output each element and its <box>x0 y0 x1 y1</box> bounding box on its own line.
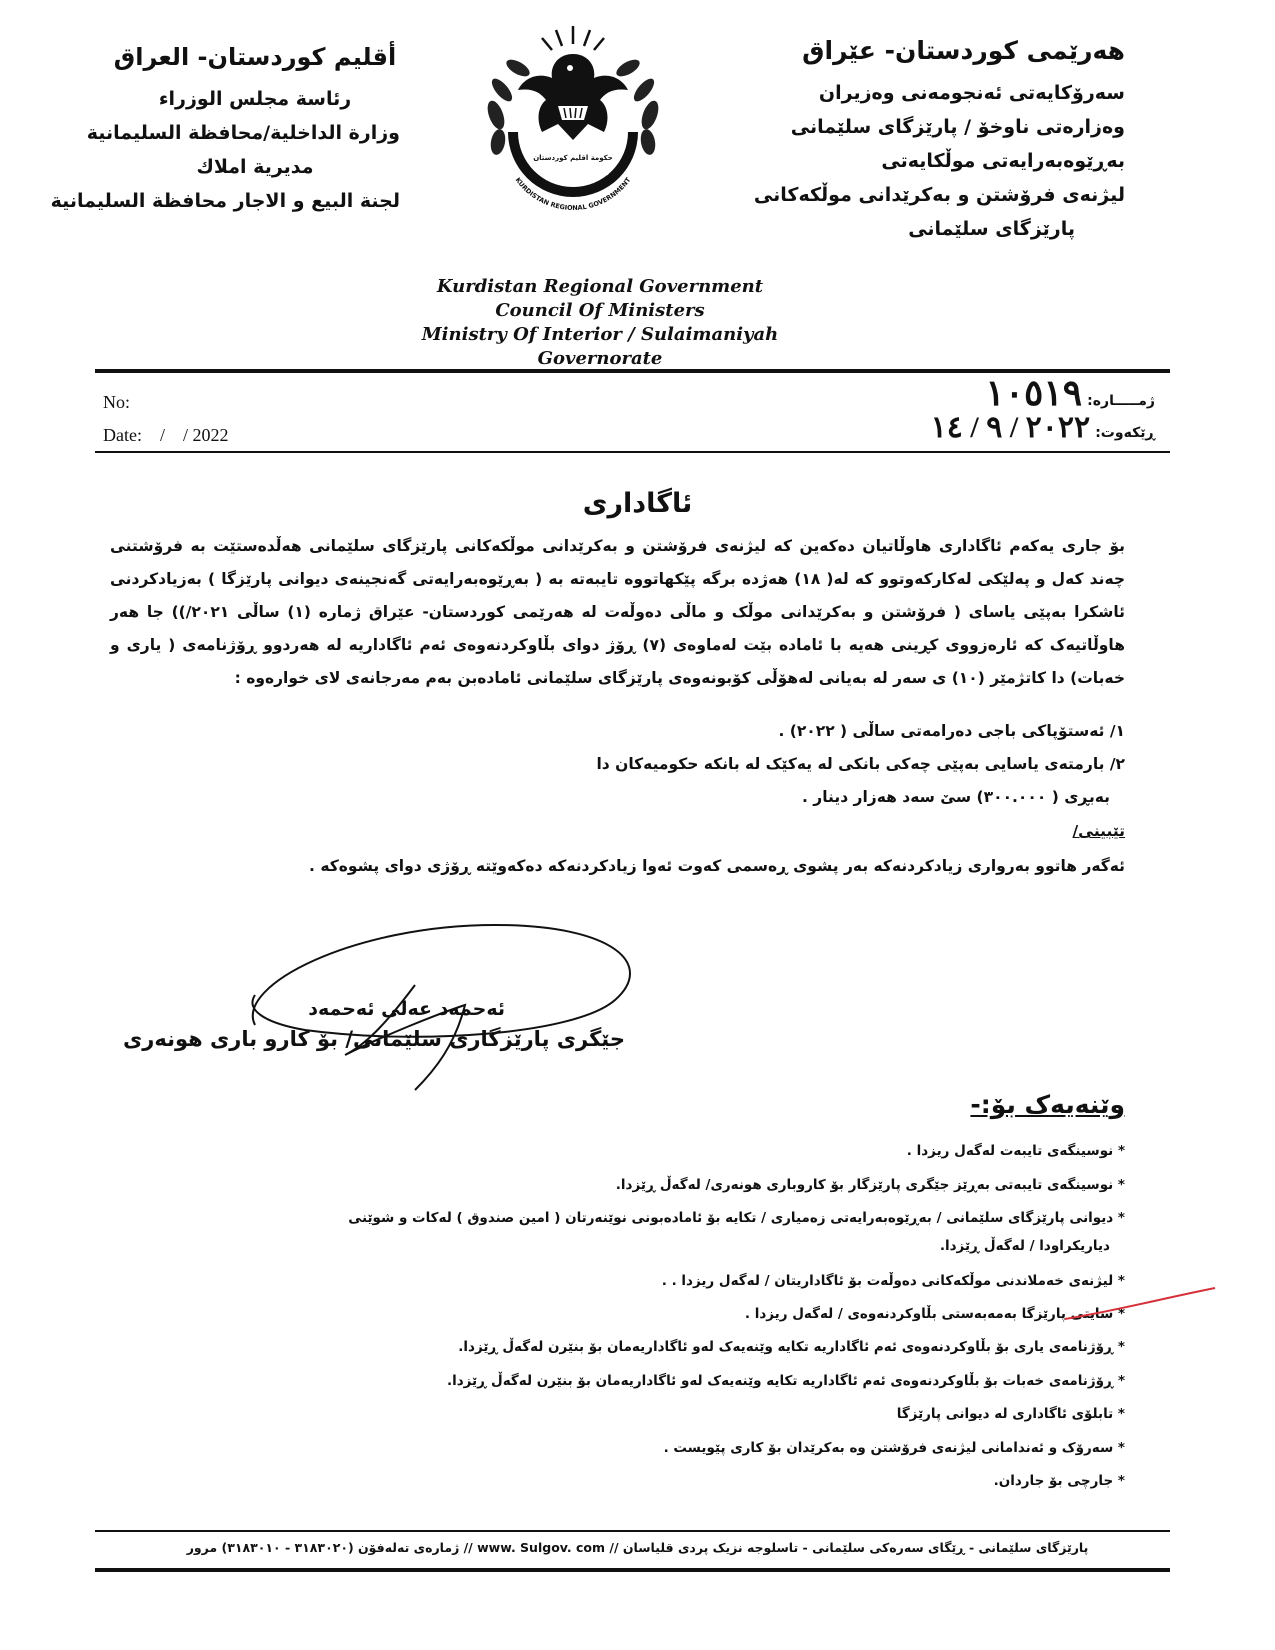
copy-item: * تابلۆی ئاگاداری لە دیوانی پارێزگا <box>896 1406 1125 1422</box>
header-english <box>370 275 830 371</box>
copy-item: دیاریکراودا / لەگەڵ ڕێزدا. <box>939 1238 1110 1254</box>
header-english-line: Kurdistan Regional Government <box>436 276 764 297</box>
signatory-name: ئەحمەد عەلی ئەحمەد <box>308 998 505 1020</box>
header-kurdish-line: وەزارەتی ناوخۆ / پارێزگای سلێمانی <box>790 116 1125 138</box>
reference-number <box>985 372 1155 414</box>
header-arabic-line: أقليم كوردستان- العراق <box>113 43 397 71</box>
header-kurdish-line: پارێزگای سلێمانی <box>908 218 1075 240</box>
header-kurdish-line: بەڕێوەبەرایەتی موڵکایەتی <box>881 150 1125 172</box>
condition-1: ١/ ئەستۆپاکی باجی دەرامەتی ساڵی ( ٢٠٢٢) . <box>778 722 1125 740</box>
note-label: تێبینی/ <box>1072 822 1125 840</box>
header-arabic-line: مديرية املاك <box>196 156 314 178</box>
reference-number-label: ژمـــــارە: <box>1087 393 1155 409</box>
condition-2-amount: بەبڕی ( ٣٠٠.٠٠٠) سێ سەد هەزار دینار . <box>802 788 1110 806</box>
footer-rule-top <box>95 1530 1170 1532</box>
header-kurdish-line: لیژنەی فرۆشتن و بەکرێدانی موڵکەکانی <box>753 184 1125 206</box>
reference-number-value: ١٠٥١٩ <box>985 373 1083 413</box>
notice-title: ئاگاداری <box>582 488 693 519</box>
footer-text: پارێزگای سلێمانی - ڕێگای سەرەکی سلێمانی - تاسلوجە نزیک پردی قلیاسان // www. Sulgov. com // ژمارەی تەلەفۆن (٣١٨٣٠٢٠ - ٣١٨٣٠١٠) مرور <box>186 1540 1089 1555</box>
no-label: No: <box>103 392 130 412</box>
notice-paragraph: بۆ جاری یەکەم ئاگاداری هاوڵاتیان دەکەین کە لیژنەی فرۆشتن و بەکرێدانی موڵکەکانی پارێزگای سلێمانی هەڵدەستێت بە فرۆشتنی چەند کەل و پەلێکی لەکارکەوتوو کە لە( ١٨) هەژدە برگە پێکهاتووە تایبەتە بە ( بەڕێوەبەرایەتی گەنجینەی دیوانی پارێزگا ) بەزیادکردنی ئاشکرا بەپێی یاسای ( فرۆشتن و بەکرێدانی موڵک و ماڵی دەوڵەت لە هەرێمی کوردستان- عێراق ژمارە (١) ساڵی ٢٠٢١/)) جا هەر هاوڵاتیەک کە ئارەزووی کڕینی هەیە با ئامادە بێت لەماوەی (٧) ڕۆژ دوای بڵاوکردنەوەی ئەم ئاگاداریە لە هەردوو ڕۆژنامەی ( یاری و خەبات) دا کاتژمێر (١٠) ی سەر لە بەیانی لەهۆڵی کۆبونەوەی پارێزگای سلێمانی ئامادەبن بەم مەرجانەی لای خوارەوە : <box>110 537 1126 687</box>
emblem-text-kurdish: حکومەتی هەرێمی کوردستان <box>528 160 618 188</box>
reference-date <box>931 410 1155 445</box>
reference-date-value: ٢٠٢٢ / ٩ / ١٤ <box>930 411 1091 444</box>
copy-item: * دیوانی پارێزگای سلێمانی / بەڕێوەبەرایەتی زەمیاری / تکایە بۆ ئامادەبونی نوێنەرتان ( امین صندوق ) لەکات و شوێنی <box>348 1210 1125 1226</box>
header-english-line: Ministry Of Interior / Sulaimaniyah Governorate <box>421 324 779 369</box>
footer-rule-bottom <box>95 1568 1170 1572</box>
copy-item: * لیژنەی خەملاندنی موڵکەکانی دەوڵەت بۆ ئاگاداریتان / لەگەل ریزدا . . <box>661 1273 1125 1289</box>
copy-item: * نوسینگەی تایبەت لەگەل ریزدا . <box>906 1143 1125 1159</box>
copy-item: * سەرۆک و ئەندامانی لیژنەی فرۆشتن وە بەکرێدان بۆ کاری پێویست . <box>663 1440 1125 1456</box>
condition-2: ٢/ بارمتەی یاسایی بەپێی چەکی بانکی لە یەکێک لە بانکە حکومیەکان دا <box>596 755 1125 773</box>
header-arabic-line: وزارة الداخلية/محافظة السليمانية <box>86 122 400 144</box>
header-arabic <box>50 40 400 218</box>
note-text: ئەگەر هاتوو بەرواری زیادکردنەکە بەر پشوی ڕەسمی کەوت ئەوا زیادکردنەکە دەکەوێتە ڕۆژی دوای پشوەکە . <box>309 857 1125 875</box>
red-pen-stroke-icon <box>1060 1284 1220 1324</box>
header-arabic-line: رئاسة مجلس الوزراء <box>158 88 352 110</box>
header-kurdish-line: سەرۆکایەتی ئەنجومەنی وەزیران <box>818 82 1125 104</box>
copy-item: * ڕۆژنامەی یاری بۆ بڵاوکردنەوەی ئەم ئاگاداریە تکایە وێنەیەک لەو ئاگاداریەمان بۆ بنێرن لەگەڵ ڕێزدا. <box>458 1339 1125 1355</box>
header-kurdish <box>745 34 1125 246</box>
header-kurdish-line: هەرێمی کوردستان- عێراق <box>802 36 1125 65</box>
bottom-rule <box>95 451 1170 453</box>
signatory-title: جێگری پارێزگاری سلێمانی/ بۆ کارو باری هونەری <box>123 1027 625 1051</box>
copy-item: * سایتی پارێزگا بەمەبەستی بڵاوکردنەوەی / لەگەل ریزدا . <box>744 1306 1125 1322</box>
date-label: Date: / / 2022 <box>103 425 229 445</box>
header-english-line: Council Of Ministers <box>495 300 705 321</box>
copy-item: * جارچی بۆ جاردان. <box>993 1473 1125 1489</box>
copy-item: * نوسینگەی تایبەتی بەڕێز جێگری پارێزگار بۆ کاروباری هونەری/ لەگەڵ ڕێزدا. <box>615 1177 1125 1193</box>
copy-item: * ڕۆژنامەی خەبات بۆ بڵاوکردنەوەی ئەم ئاگاداریە تکایە وێنەیەک لەو ئاگاداریەمان بۆ بنێرن لەگەڵ ڕێزدا. <box>446 1373 1125 1389</box>
krg-emblem-icon <box>478 20 668 210</box>
reference-date-label: ڕێکەوت: <box>1095 425 1155 441</box>
emblem-text-english: KURDISTAN REGIONAL GOVERNMENT <box>513 176 633 210</box>
emblem-text-arabic: حكومة اقليم كوردستان <box>533 154 613 162</box>
header-arabic-line: لجنة البيع و الاجار محافظة السليمانية <box>50 190 400 212</box>
copies-title: وێنەیەک بۆ:- <box>970 1090 1125 1119</box>
